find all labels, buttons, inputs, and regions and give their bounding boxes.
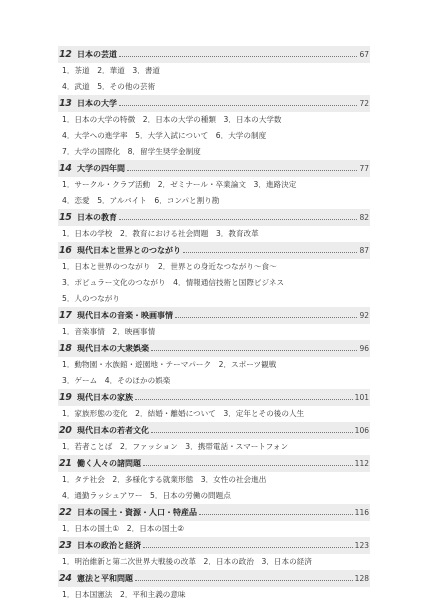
toc-chapter <box>58 389 370 422</box>
section-list-line: 4．恋愛 5．アルバイト 6．コンパと割り勘 <box>62 196 220 205</box>
section-list-line: 1．日本の国土① 2．日本の国土② <box>62 524 184 533</box>
chapter-number: 14 <box>59 163 72 174</box>
chapter-page-number: 77 <box>359 164 369 173</box>
toc-chapter <box>58 95 370 160</box>
section-list-line: 1．動物園・水族館・遊園地・テーマパーク 2．スポーツ観戦 <box>62 360 277 369</box>
chapter-title: 現代日本の大衆娯楽 <box>77 344 149 353</box>
chapter-number: 20 <box>59 425 72 436</box>
chapter-heading[interactable] <box>58 160 370 177</box>
toc-chapter <box>58 340 370 389</box>
section-list-line: 1．日本国憲法 2．平和主義の意味 <box>62 590 186 599</box>
dot-leader <box>143 547 353 548</box>
chapter-heading[interactable] <box>58 209 370 226</box>
chapter-title: 働く人々の諸問題 <box>77 459 141 468</box>
chapter-page-number: 112 <box>354 459 369 468</box>
chapter-page-number: 72 <box>359 99 369 108</box>
toc-chapter <box>58 242 370 307</box>
chapter-number: 19 <box>59 392 72 403</box>
chapter-title: 日本の政治と経済 <box>77 541 141 550</box>
section-list-line: 1．家族形態の変化 2．結婚・離婚について 3．定年とその後の人生 <box>62 409 305 418</box>
chapter-title: 現代日本の若者文化 <box>77 426 149 435</box>
chapter-heading[interactable] <box>58 570 370 587</box>
chapter-heading[interactable] <box>58 307 370 324</box>
section-list-line: 1．日本と世界のつながり 2．世界との身近なつながり～食～ <box>62 262 277 271</box>
dot-leader <box>151 432 353 433</box>
chapter-heading[interactable] <box>58 340 370 357</box>
chapter-title: 日本の国土・資源・人口・特産品 <box>77 508 197 517</box>
chapter-title: 大学の四年間 <box>77 164 125 173</box>
section-list-line: 1．サークル・クラブ活動 2．ゼミナール・卒業論文 3．進路決定 <box>62 180 297 189</box>
dot-leader <box>119 105 357 106</box>
chapter-number: 12 <box>59 49 72 60</box>
chapter-number: 16 <box>59 245 72 256</box>
toc-chapter <box>58 307 370 340</box>
dot-leader <box>143 465 353 466</box>
toc-chapter <box>58 160 370 209</box>
section-list-line: 3．ゲーム 4．そのほかの娯楽 <box>62 376 171 385</box>
section-list-line: 4．武道 5．その他の芸術 <box>62 82 156 91</box>
chapter-number: 17 <box>59 310 72 321</box>
chapter-heading[interactable] <box>58 422 370 439</box>
chapter-page-number: 101 <box>354 393 369 402</box>
table-of-contents <box>58 46 370 603</box>
dot-leader <box>199 514 353 515</box>
section-list-line: 1．タテ社会 2．多様化する就業形態 3．女性の社会進出 <box>62 475 267 484</box>
chapter-heading[interactable] <box>58 242 370 259</box>
chapter-title: 現代日本の音楽・映画事情 <box>77 311 173 320</box>
toc-chapter <box>58 570 370 603</box>
toc-chapter <box>58 504 370 537</box>
chapter-number: 21 <box>59 458 72 469</box>
dot-leader <box>135 399 353 400</box>
chapter-heading[interactable] <box>58 504 370 521</box>
toc-chapter <box>58 422 370 455</box>
chapter-page-number: 82 <box>359 213 369 222</box>
chapter-page-number: 123 <box>354 541 369 550</box>
toc-chapter <box>58 46 370 95</box>
chapter-heading[interactable] <box>58 46 370 63</box>
dot-leader <box>135 580 353 581</box>
dot-leader <box>127 170 357 171</box>
toc-chapter <box>58 537 370 570</box>
section-list-line: 1．日本の学校 2．教育における社会問題 3．教育改革 <box>62 229 259 238</box>
section-list-line: 3．ポピュラー文化のつながり 4．情報通信技術と国際ビジネス <box>62 278 285 287</box>
chapter-page-number: 116 <box>354 508 369 517</box>
chapter-title: 憲法と平和問題 <box>77 574 133 583</box>
dot-leader <box>183 252 357 253</box>
chapter-page-number: 67 <box>359 50 369 59</box>
chapter-page-number: 87 <box>359 246 369 255</box>
chapter-title: 現代日本と世界とのつながり <box>77 246 181 255</box>
chapter-number: 23 <box>59 540 72 551</box>
section-list-line: 1．若者ことば 2．ファッション 3．携帯電話・スマートフォン <box>62 442 289 451</box>
toc-chapter <box>58 209 370 242</box>
chapter-page-number: 106 <box>354 426 369 435</box>
section-list-line: 1．明治維新と第二次世界大戦後の改革 2．日本の政治 3．日本の経済 <box>62 557 312 566</box>
chapter-page-number: 92 <box>359 311 369 320</box>
section-list-line: 4．大学への進学率 5．大学入試について 6．大学の制度 <box>62 131 267 140</box>
chapter-title: 日本の大学 <box>77 99 117 108</box>
chapter-number: 15 <box>59 212 72 223</box>
chapter-heading[interactable] <box>58 537 370 554</box>
section-list-line: 4．通勤ラッシュアワー 5．日本の労働の問題点 <box>62 491 231 500</box>
chapter-title: 日本の教育 <box>77 213 117 222</box>
dot-leader <box>119 219 357 220</box>
chapter-title: 日本の芸道 <box>77 50 117 59</box>
chapter-number: 24 <box>59 573 72 584</box>
chapter-number: 18 <box>59 343 72 354</box>
chapter-number: 22 <box>59 507 72 518</box>
dot-leader <box>175 317 357 318</box>
dot-leader <box>151 350 357 351</box>
dot-leader <box>119 56 357 57</box>
chapter-number: 13 <box>59 98 72 109</box>
chapter-heading[interactable] <box>58 95 370 112</box>
chapter-page-number: 96 <box>359 344 369 353</box>
section-list-line: 1．茶道 2．華道 3．書道 <box>62 66 161 75</box>
chapter-title: 現代日本の家族 <box>77 393 133 402</box>
chapter-heading[interactable] <box>58 389 370 406</box>
chapter-page-number: 128 <box>354 574 369 583</box>
chapter-heading[interactable] <box>58 455 370 472</box>
section-list-line: 7．大学の国際化 8．留学生奨学金制度 <box>62 147 201 156</box>
section-list-line: 1．日本の大学の特徴 2．日本の大学の種類 3．日本の大学数 <box>62 115 282 124</box>
section-list-line: 5．人のつながり <box>62 294 120 303</box>
toc-chapter <box>58 455 370 504</box>
section-list-line: 1．音楽事情 2．映画事情 <box>62 327 156 336</box>
